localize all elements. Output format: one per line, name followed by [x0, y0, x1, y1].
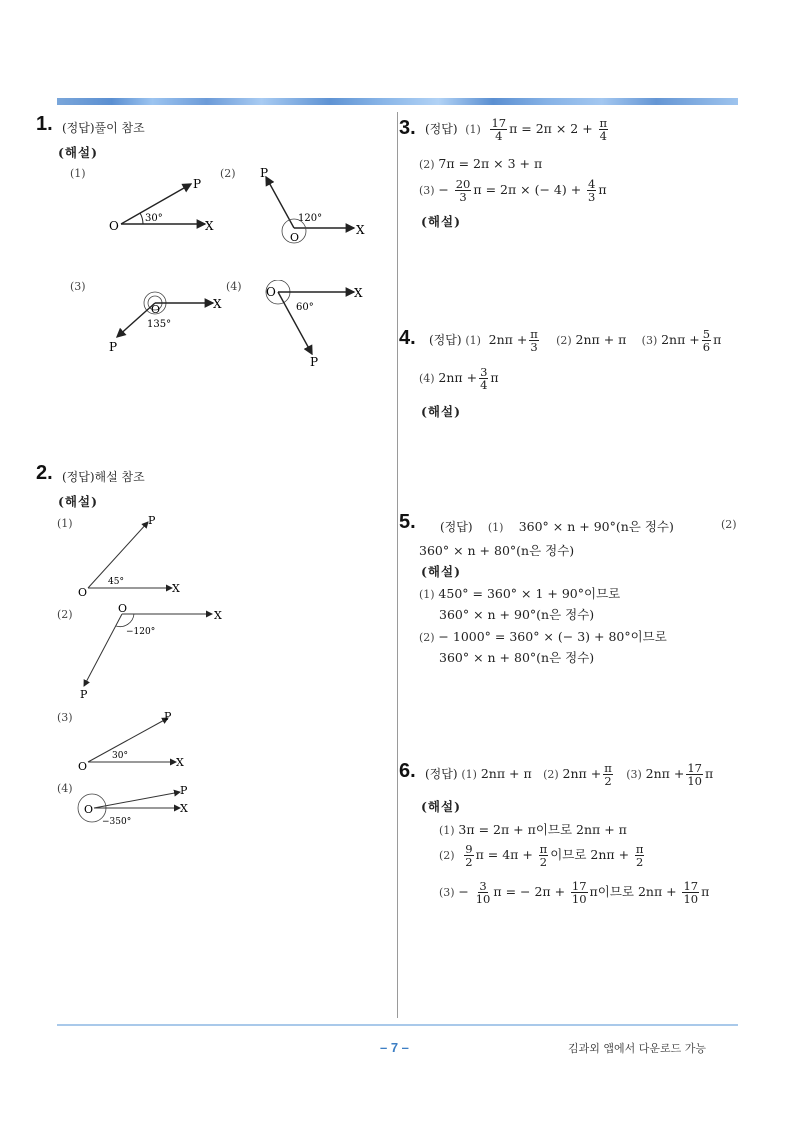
question-6-explanation-header: (해설) — [421, 799, 461, 814]
svg-text:P: P — [80, 688, 88, 701]
svg-text:O: O — [78, 586, 88, 597]
q6-exp-3: (3) − $\frac{3}{10}$ π = − 2π + $\frac{17}{10}$ π이므로 2nπ + $\frac{17}{10}$ π — [439, 879, 710, 906]
page-number: – 7 – — [380, 1040, 409, 1055]
svg-text:X: X — [180, 802, 188, 815]
svg-text:30°: 30° — [145, 213, 163, 224]
question-1-number: 1. — [36, 113, 53, 135]
q6-exp-2: (2) $\frac{9}{2}$ π = 4π + $\frac{\pi}{2}$ 이므로 2nπ + $\frac{\pi}{2}$ — [439, 842, 644, 869]
q2-fig1-angle-diagram — [76, 512, 196, 597]
svg-text:P: P — [310, 355, 319, 369]
q5-exp-2-line-2: 360° × n + 80°(n은 정수) — [439, 650, 595, 665]
q1-fig4-label: (4) — [226, 280, 242, 293]
svg-text:P: P — [180, 784, 188, 797]
svg-text:P: P — [164, 710, 172, 723]
footer-divider — [57, 1024, 738, 1026]
svg-text:O: O — [78, 760, 88, 770]
svg-text:60°: 60° — [296, 302, 314, 313]
q6-exp-1: (1) 3π = 2π + π이므로 2nπ + π — [439, 822, 627, 837]
q1-fig2-angle-diagram — [256, 165, 371, 245]
q5-exp-2-line-1: (2) − 1000° = 360° × (− 3) + 80°이므로 — [419, 629, 667, 644]
q2-fig1-label: (1) — [57, 517, 73, 530]
q1-fig1-angle-diagram — [105, 170, 225, 240]
q5-answer-line-1: (정답) (1) 360° × n + 90°(n은 정수) — [440, 519, 674, 534]
question-4-explanation-header: (해설) — [421, 404, 461, 419]
q6-answer-line: (정답) (1) 2nπ + π (2) 2nπ + $\frac{\pi}{2}$ (3) 2nπ + $\frac{17}{10}$ π — [425, 761, 714, 788]
svg-text:45°: 45° — [108, 577, 124, 587]
q5-answer-line-2: 360° × n + 80°(n은 정수) — [419, 543, 575, 558]
q4-answer-line-1: (정답) (1) 2nπ + $\frac{\pi}{3}$ (2) 2nπ + π (3) 2nπ + $\frac{5}{6}$ π — [429, 327, 722, 354]
svg-text:−350°: −350° — [102, 817, 132, 827]
q1-fig3-label: (3) — [70, 280, 86, 293]
column-divider — [397, 112, 398, 1018]
svg-text:X: X — [205, 219, 214, 233]
question-2-answer: (정답)해설 참조 — [62, 470, 145, 484]
svg-text:O: O — [151, 303, 161, 316]
q3-answer-line-2: (2) 7π = 2π × 3 + π — [419, 156, 543, 171]
svg-text:X: X — [214, 609, 222, 622]
question-5-number: 5. — [399, 511, 416, 533]
svg-text:X: X — [172, 582, 180, 595]
question-4-number: 4. — [399, 327, 416, 349]
q5-exp-1-line-2: 360° × n + 90°(n은 정수) — [439, 607, 595, 622]
footer-note: 김과외 앱에서 다운로드 가능 — [568, 1042, 707, 1055]
q1-fig1-label: (1) — [70, 167, 86, 180]
header-decoration-bar — [57, 98, 738, 105]
q2-fig2-angle-diagram — [76, 602, 236, 702]
q3-answer-line-1: (정답) (1) $\frac{17}{4}$ π = 2π × 2 + $\frac{\pi}{4}$ — [425, 116, 608, 143]
q4-answer-line-2: (4) 2nπ + $\frac{3}{4}$ π — [419, 365, 499, 392]
question-3-explanation-header: (해설) — [421, 214, 461, 229]
question-3-number: 3. — [399, 117, 416, 139]
question-2-explanation-header: (해설) — [58, 494, 98, 509]
svg-text:O: O — [118, 602, 128, 615]
svg-text:O: O — [109, 219, 119, 233]
svg-text:O: O — [266, 285, 276, 299]
q2-fig4-label: (4) — [57, 782, 73, 795]
q1-fig2-label: (2) — [220, 167, 236, 180]
svg-text:X: X — [176, 756, 184, 769]
svg-text:P: P — [148, 514, 156, 527]
svg-text:120°: 120° — [298, 213, 323, 224]
svg-text:135°: 135° — [147, 319, 172, 330]
q1-fig4-angle-diagram — [262, 280, 372, 370]
svg-text:P: P — [260, 166, 269, 180]
q2-fig3-angle-diagram — [76, 710, 196, 770]
q2-fig4-angle-diagram — [76, 780, 196, 830]
svg-text:30°: 30° — [112, 751, 128, 761]
svg-text:X: X — [356, 223, 365, 237]
svg-text:O: O — [290, 231, 300, 244]
q2-fig2-label: (2) — [57, 608, 73, 621]
q3-answer-line-3: (3) − $\frac{20}{3}$ π = 2π × (− 4) + $\frac{4}{3}$ π — [419, 177, 607, 204]
svg-text:−120°: −120° — [126, 627, 156, 637]
svg-text:X: X — [354, 286, 363, 300]
q1-fig3-angle-diagram — [105, 285, 225, 355]
q5-exp-1-line-1: (1) 450° = 360° × 1 + 90°이므로 — [419, 586, 621, 601]
question-1-explanation-header: (해설) — [58, 145, 98, 160]
svg-text:X: X — [213, 297, 222, 311]
question-6-number: 6. — [399, 760, 416, 782]
svg-text:P: P — [193, 177, 202, 191]
question-1-answer: (정답)풀이 참조 — [62, 121, 145, 135]
q5-answer-2-label: (2) — [721, 518, 737, 531]
question-5-explanation-header: (해설) — [421, 564, 461, 579]
svg-text:P: P — [109, 340, 118, 354]
svg-text:O: O — [84, 803, 94, 816]
question-2-number: 2. — [36, 462, 53, 484]
q2-fig3-label: (3) — [57, 711, 73, 724]
